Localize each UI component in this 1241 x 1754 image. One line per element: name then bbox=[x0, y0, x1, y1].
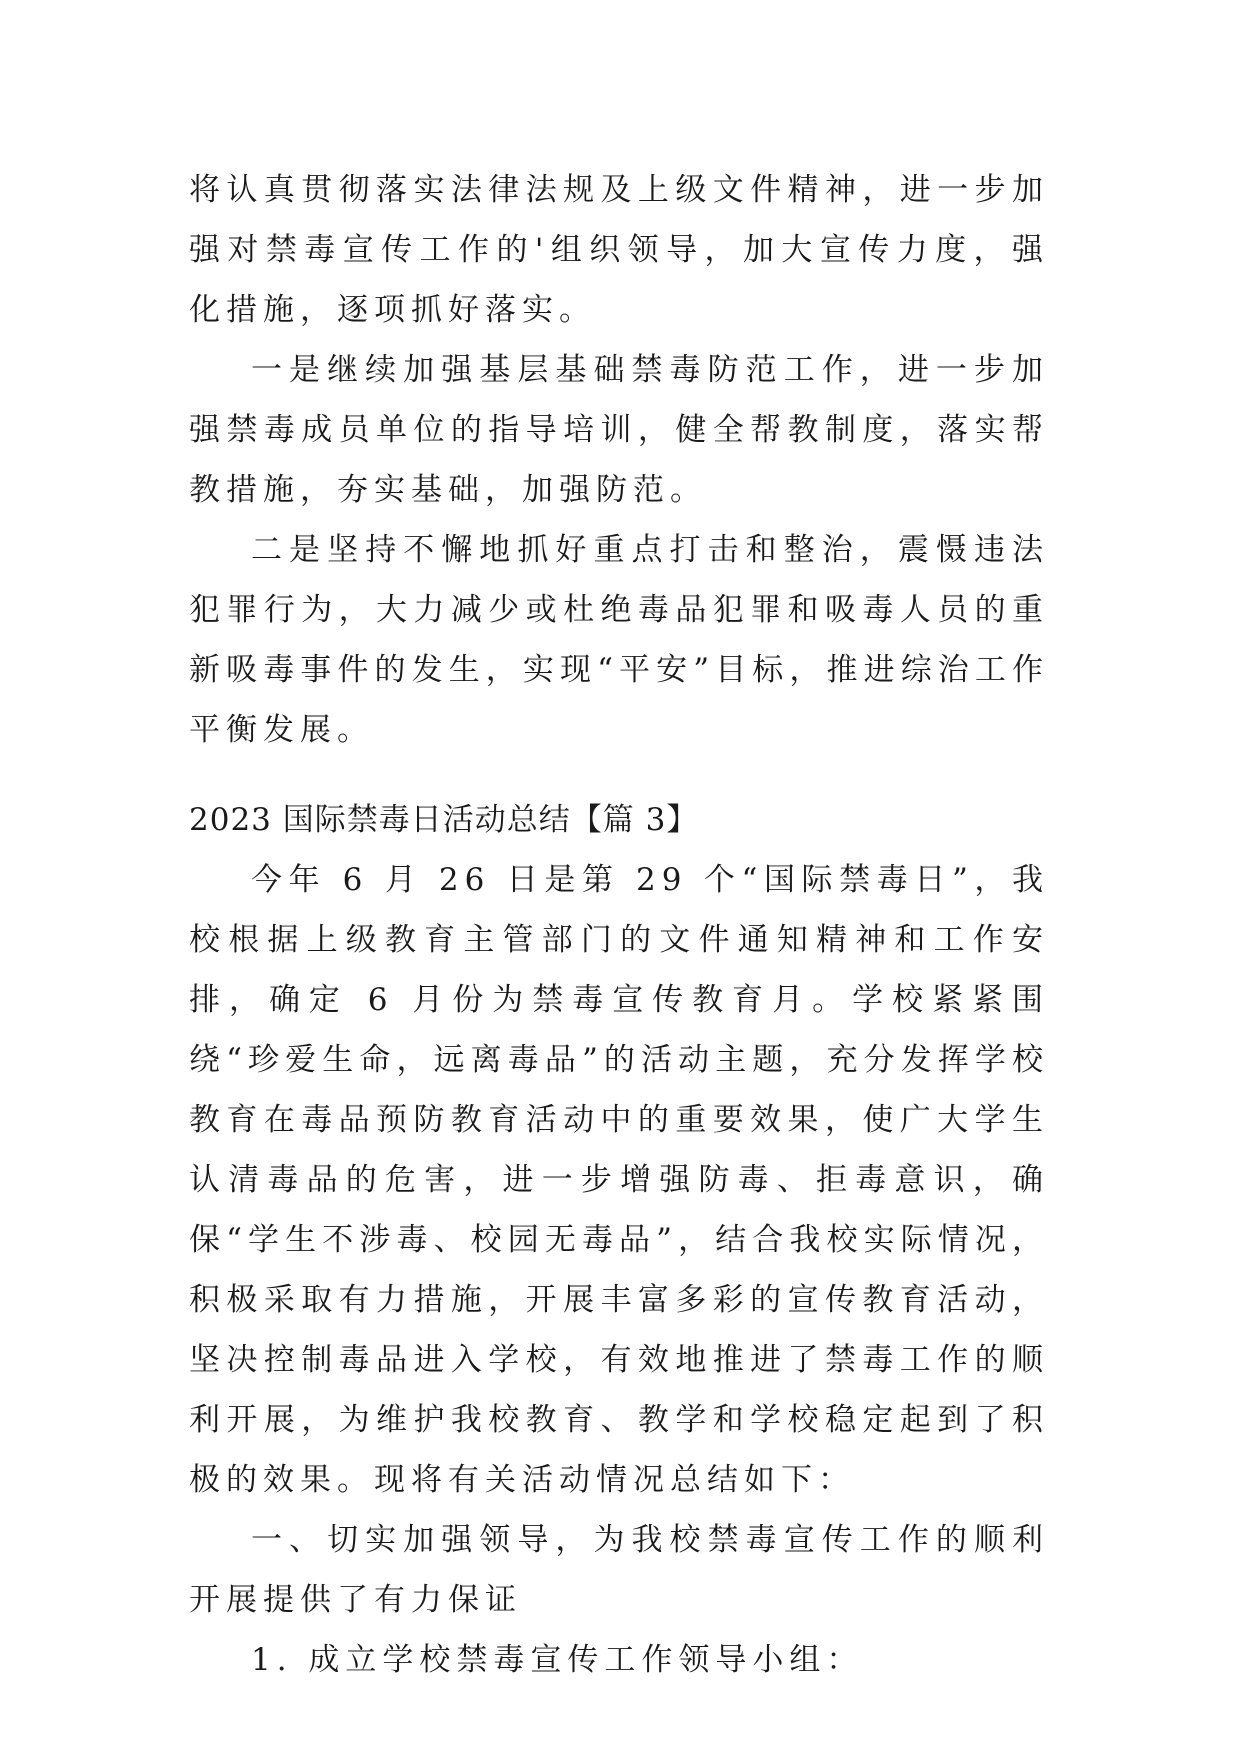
paragraph-section-heading-one: 一、切实加强领导，为我校禁毒宣传工作的顺利开展提供了有力保证 bbox=[189, 1522, 1049, 1618]
paragraph-implementation: 将认真贯彻落实法律法规及上级文件精神，进一步加强对禁毒宣传工作的'组织领导，加大宣传力度，强化措施，逐项抓好落实。 bbox=[189, 172, 1049, 328]
document-body bbox=[189, 160, 1049, 1690]
paragraph-point-two: 二是坚持不懈地抓好重点打击和整治，震慑违法犯罪行为，大力减少或杜绝毒品犯罪和吸毒人员的重新吸毒事件的发生，实现“平安”目标，推进综治工作平衡发展。 bbox=[189, 532, 1049, 748]
paragraph-section-item-one: 1. 成立学校禁毒宣传工作领导小组： bbox=[251, 1642, 864, 1678]
section-title: 2023 国际禁毒日活动总结【篇 3】 bbox=[189, 802, 699, 838]
paragraph-point-one: 一是继续加强基层基础禁毒防范工作，进一步加强禁毒成员单位的指导培训，健全帮教制度，落实帮教措施，夯实基础，加强防范。 bbox=[189, 352, 1049, 508]
paragraph-section-intro: 今年 6 月 26 日是第 29 个“国际禁毒日”，我校根据上级教育主管部门的文件通知精神和工作安排，确定 6 月份为禁毒宣传教育月。学校紧紧围绕“珍爱生命，远离毒品”的活动主题，充分发挥学校教育在毒品预防教育活动中的重要效果，使广大学生认清毒品的危害，进一步增强防毒、拒毒意识，确保“学生不涉毒、校园无毒品”，结合我校实际情况，积极采取有力措施，开展丰富多彩的宣传教育活动，坚决控制毒品进入学校，有效地推进了禁毒工作的顺利开展，为维护我校教育、教学和学校稳定起到了积极的效果。现将有关活动情况总结如下： bbox=[189, 862, 1049, 1498]
